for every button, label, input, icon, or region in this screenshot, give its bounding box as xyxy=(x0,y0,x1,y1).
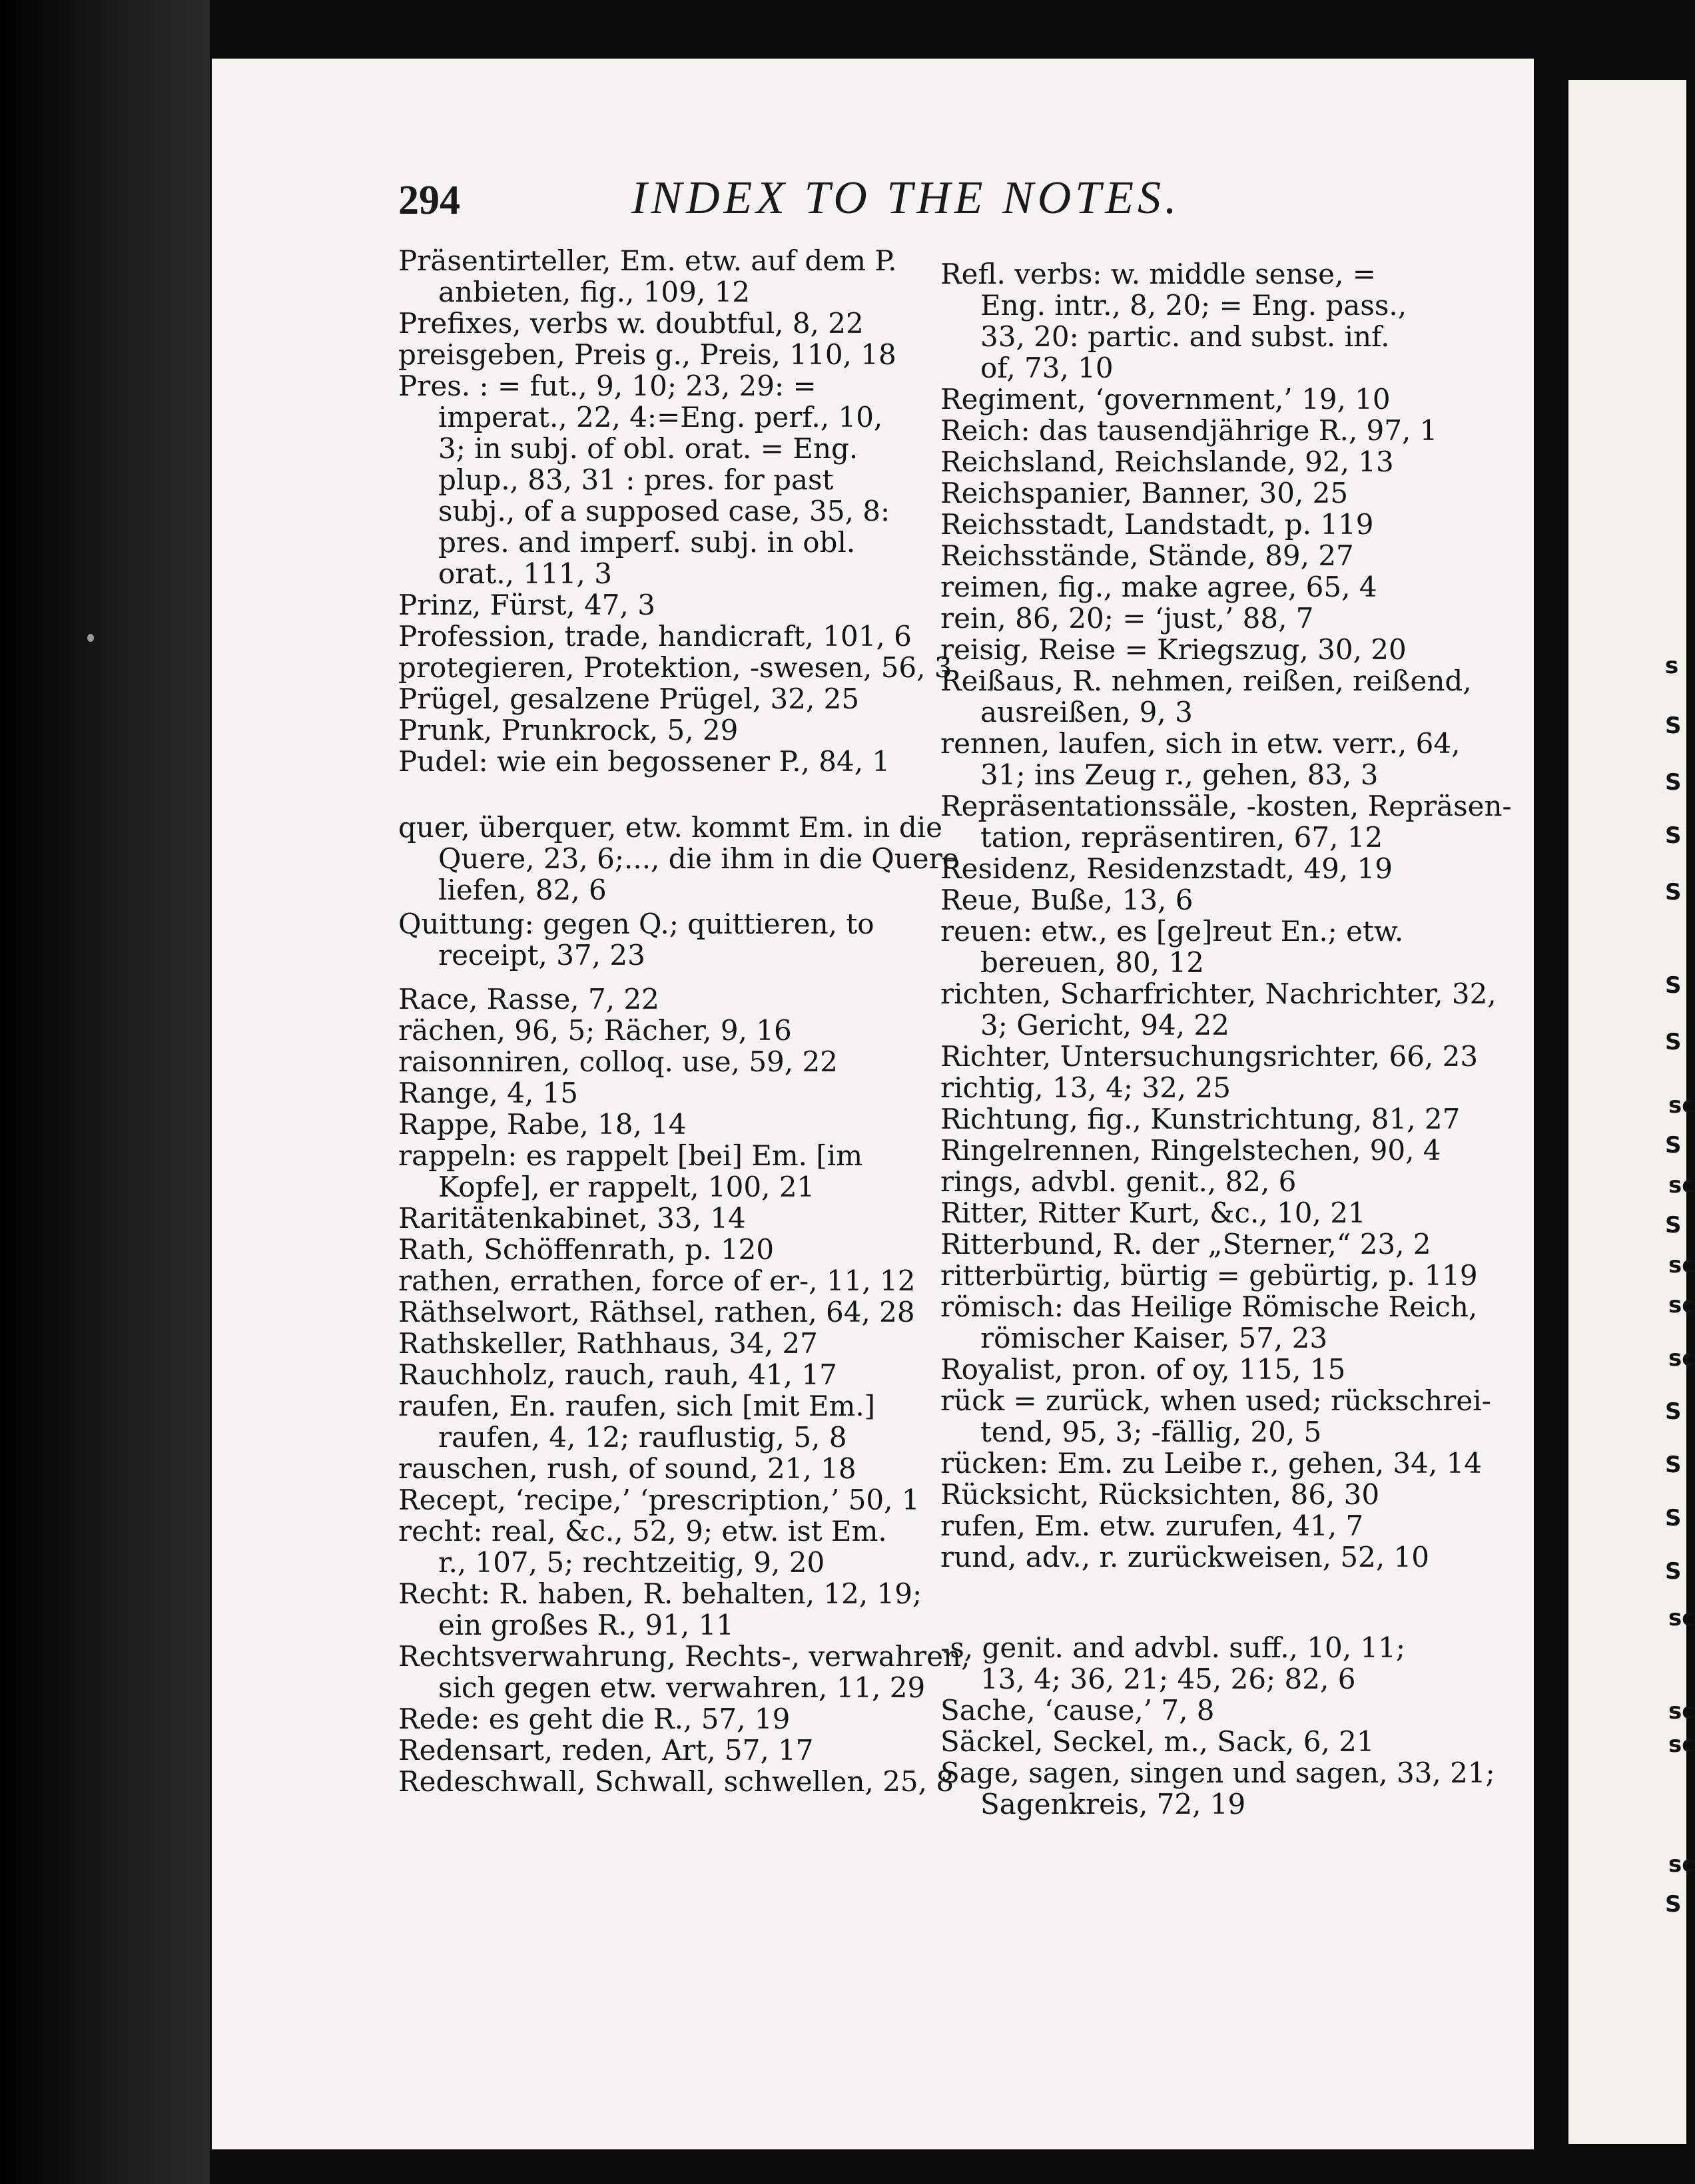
index-entry-continuation-line: bereuen, 80, 12 xyxy=(980,946,1204,979)
index-entry-headword-line: Prefixes, verbs w. doubtful, 8, 22 xyxy=(398,307,864,340)
index-entry xyxy=(398,339,896,370)
index-entry-continuation-line: imperat., 22, 4:=Eng. perf., 10, xyxy=(438,401,883,433)
facing-page-text-fragment: sc xyxy=(1668,1252,1695,1278)
facing-page-text-fragment: S xyxy=(1665,879,1682,906)
index-entry xyxy=(940,477,1348,509)
index-entry-continuation-line: of, 73, 10 xyxy=(980,352,1114,384)
index-entry xyxy=(398,983,659,1015)
index-entry xyxy=(940,509,1374,540)
index-entry xyxy=(398,1109,687,1140)
index-entry-headword-line: raufen, En. raufen, sich [mit Em.] xyxy=(398,1390,876,1423)
index-entry xyxy=(398,746,890,777)
index-entry xyxy=(940,1072,1231,1103)
index-entry-continuation-line: ein großes R., 91, 11 xyxy=(438,1609,735,1642)
index-entry-headword-line: richten, Scharfrichter, Nachrichter, 32, xyxy=(940,977,1497,1010)
index-entry-headword-line: Sage, sagen, singen und sagen, 33, 21; xyxy=(940,1757,1495,1790)
index-entry xyxy=(398,683,859,714)
index-entry xyxy=(940,1260,1478,1291)
index-entry xyxy=(940,258,1407,384)
index-entry xyxy=(398,1328,818,1359)
index-entry xyxy=(398,1515,887,1578)
index-entry xyxy=(398,1265,915,1296)
index-entry xyxy=(940,1228,1431,1260)
index-entry-headword-line: reuen: etw., es [ge]reut En.; etw. xyxy=(940,915,1404,948)
index-entry-headword-line: rücken: Em. zu Leibe r., gehen, 34, 14 xyxy=(940,1447,1482,1480)
index-entry-headword-line: Rücksicht, Rücksichten, 86, 30 xyxy=(940,1478,1380,1511)
index-entry-headword-line: Reichsstände, Stände, 89, 27 xyxy=(940,539,1354,572)
index-entry-headword-line: Präsentirteller, Em. etw. auf dem P. xyxy=(398,244,897,277)
index-entry-headword-line: rück = zurück, when used; rückschrei- xyxy=(940,1384,1491,1417)
index-entry-headword-line: recht: real, &c., 52, 9; etw. ist Em. xyxy=(398,1515,887,1548)
index-entry xyxy=(398,908,874,971)
index-entry-headword-line: Rauchholz, rauch, rauh, 41, 17 xyxy=(398,1358,837,1392)
index-entry-headword-line: rauschen, rush, of sound, 21, 18 xyxy=(398,1452,856,1486)
index-entry-headword-line: Reichspanier, Banner, 30, 25 xyxy=(940,477,1349,509)
index-entry xyxy=(940,916,1403,978)
index-entry-continuation-line: Sagenkreis, 72, 19 xyxy=(980,1788,1246,1821)
index-entry xyxy=(940,1479,1379,1510)
facing-page-text-fragment: sc xyxy=(1668,1731,1695,1758)
index-entry-headword-line: Repräsentationssäle, -kosten, Repräsen- xyxy=(940,790,1512,822)
index-entry xyxy=(940,853,1393,884)
facing-page-text-fragment: S xyxy=(1665,769,1682,796)
index-entry-headword-line: Royalist, pron. of oy, 115, 15 xyxy=(940,1353,1346,1386)
index-entry-continuation-line: tation, repräsentiren, 67, 12 xyxy=(980,821,1383,854)
index-entry xyxy=(398,1641,970,1703)
index-entry-continuation-line: 3; in subj. of obl. orat. = Eng. xyxy=(438,432,858,465)
index-entry-headword-line: rings, advbl. genit., 82, 6 xyxy=(940,1165,1297,1198)
index-entry xyxy=(940,884,1193,916)
index-entry-continuation-line: orat., 111, 3 xyxy=(438,557,612,590)
index-entry-continuation-line: Quere, 23, 6;..., die ihm in die Quere xyxy=(438,842,959,875)
index-entry xyxy=(398,621,912,652)
index-entry xyxy=(398,370,890,589)
index-entry xyxy=(940,415,1437,446)
index-entry-headword-line: preisgeben, Preis g., Preis, 110, 18 xyxy=(398,338,896,371)
index-entry xyxy=(940,540,1354,571)
index-entry xyxy=(398,1484,920,1515)
facing-page-text-fragment: sc xyxy=(1668,1698,1695,1725)
index-entry-headword-line: Richter, Untersuchungsrichter, 66, 23 xyxy=(940,1040,1479,1073)
index-entry xyxy=(940,1354,1345,1385)
index-entry xyxy=(940,1041,1478,1072)
index-entry xyxy=(398,812,959,906)
index-entry-headword-line: römisch: das Heilige Römische Reich, xyxy=(940,1290,1478,1323)
index-entry xyxy=(398,1234,774,1265)
index-entry-continuation-line: pres. and imperf. subj. in obl. xyxy=(438,526,856,559)
index-entry xyxy=(940,978,1497,1041)
facing-page-text-fragment: sc xyxy=(1668,1292,1695,1318)
index-entry xyxy=(940,1541,1429,1573)
index-entry-headword-line: rund, adv., r. zurückweisen, 52, 10 xyxy=(940,1541,1429,1573)
index-entry-headword-line: Säckel, Seckel, m., Sack, 6, 21 xyxy=(940,1725,1375,1759)
index-entry-headword-line: Pres. : = fut., 9, 10; 23, 29: = xyxy=(398,370,817,402)
facing-page-text-fragment: S xyxy=(1665,1212,1682,1238)
index-entry xyxy=(940,1726,1375,1757)
index-entry xyxy=(398,245,896,308)
facing-page-text-fragment: S xyxy=(1665,972,1682,999)
index-entry xyxy=(398,1453,856,1484)
index-entry-headword-line: Rede: es geht die R., 57, 19 xyxy=(398,1703,791,1736)
index-entry xyxy=(940,446,1394,477)
index-entry-headword-line: Richtung, fig., Kunstrichtung, 81, 27 xyxy=(940,1103,1461,1135)
index-entry-headword-line: Ritterbund, R. der „Sterner,“ 23, 2 xyxy=(940,1228,1431,1260)
index-entry-headword-line: Range, 4, 15 xyxy=(398,1077,578,1110)
scan-left-margin xyxy=(0,0,210,2184)
index-entry xyxy=(940,603,1314,634)
scan-speck xyxy=(87,634,94,642)
facing-page-text-fragment: S xyxy=(1665,1505,1682,1531)
facing-page-text-fragment: sc xyxy=(1668,1605,1695,1631)
index-entry-headword-line: Rappe, Rabe, 18, 14 xyxy=(398,1108,687,1141)
facing-page-text-fragment: sc xyxy=(1668,1172,1695,1199)
index-entry xyxy=(398,1077,578,1109)
index-entry-headword-line: Ringelrennen, Ringelstechen, 90, 4 xyxy=(940,1134,1441,1167)
index-entry-headword-line: raisonniren, colloq. use, 59, 22 xyxy=(398,1045,838,1079)
index-entry xyxy=(940,634,1407,665)
index-entry-headword-line: Reichsstadt, Landstadt, p. 119 xyxy=(940,508,1374,541)
index-entry-headword-line: Räthselwort, Räthsel, rathen, 64, 28 xyxy=(398,1296,915,1329)
index-entry xyxy=(398,589,655,621)
index-entry-continuation-line: liefen, 82, 6 xyxy=(438,873,607,906)
index-entry-headword-line: Pudel: wie ein begossener P., 84, 1 xyxy=(398,745,890,778)
index-entry xyxy=(940,571,1377,603)
index-entry-headword-line: Rathskeller, Rathhaus, 34, 27 xyxy=(398,1327,818,1360)
index-entry-headword-line: Refl. verbs: w. middle sense, = xyxy=(940,258,1376,290)
index-entry-headword-line: Sache, ‘cause,’ 7, 8 xyxy=(940,1694,1215,1727)
index-entry-headword-line: Redensart, reden, Art, 57, 17 xyxy=(398,1734,814,1767)
index-entry-headword-line: rennen, laufen, sich in etw. verr., 64, xyxy=(940,727,1461,760)
index-entry xyxy=(940,1166,1296,1197)
index-entry xyxy=(398,1390,875,1453)
index-entry-continuation-line: Kopfe], er rappelt, 100, 21 xyxy=(438,1171,815,1204)
facing-page-text-fragment: sc xyxy=(1668,1345,1695,1372)
index-entry-headword-line: richtig, 13, 4; 32, 25 xyxy=(940,1071,1231,1104)
index-entry-headword-line: Redeschwall, Schwall, schwellen, 25, 8 xyxy=(398,1765,954,1798)
index-entry-headword-line: rein, 86, 20; = ‘just,’ 88, 7 xyxy=(940,602,1314,635)
index-entry xyxy=(940,1291,1477,1354)
index-entry xyxy=(398,714,738,746)
facing-page-text-fragment: S xyxy=(1665,1132,1682,1159)
index-entry-headword-line: ritterbürtig, bürtig = gebürtig, p. 119 xyxy=(940,1259,1478,1292)
index-entry-continuation-line: tend, 95, 3; -fällig, 20, 5 xyxy=(980,1416,1322,1448)
index-entry-headword-line: quer, überquer, etw. kommt Em. in die xyxy=(398,810,942,844)
index-entry-headword-line: reisig, Reise = Kriegszug, 30, 20 xyxy=(940,633,1407,666)
facing-page-text-fragment: sc xyxy=(1668,1851,1695,1878)
index-entry xyxy=(398,1140,862,1203)
index-entry-headword-line: Rechtsverwahrung, Rechts-, verwahren, xyxy=(398,1640,970,1673)
index-entry-headword-line: protegieren, Protektion, -swesen, 56, 3 xyxy=(398,651,952,684)
index-entry xyxy=(398,1703,790,1735)
index-entry xyxy=(398,1578,922,1641)
facing-page-text-fragment: S xyxy=(1665,1891,1682,1918)
index-entry xyxy=(940,1448,1482,1479)
index-entry-continuation-line: 3; Gericht, 94, 22 xyxy=(980,1009,1229,1041)
index-entry-continuation-line: receipt, 37, 23 xyxy=(438,939,645,972)
facing-page-text-fragment: sc xyxy=(1668,1092,1695,1119)
index-entry xyxy=(940,1695,1215,1726)
index-entry-headword-line: Regiment, ‘government,’ 19, 10 xyxy=(940,383,1391,415)
index-entry xyxy=(940,728,1460,790)
index-entry xyxy=(940,1135,1441,1166)
index-entry-headword-line: Ritter, Ritter Kurt, &c., 10, 21 xyxy=(940,1197,1366,1229)
index-entry-headword-line: rächen, 96, 5; Rächer, 9, 16 xyxy=(398,1014,792,1047)
index-entry xyxy=(940,665,1472,728)
facing-page-text-fragment: s xyxy=(1665,653,1679,679)
facing-page-text-fragment: S xyxy=(1665,712,1682,739)
index-entry-headword-line: Recht: R. haben, R. behalten, 12, 19; xyxy=(398,1577,922,1611)
index-entry-headword-line: Reichsland, Reichslande, 92, 13 xyxy=(940,445,1394,478)
index-entry-headword-line: Race, Rasse, 7, 22 xyxy=(398,983,659,1016)
index-entry xyxy=(940,790,1512,853)
index-entry-headword-line: Reich: das tausendjährige R., 97, 1 xyxy=(940,414,1438,447)
index-entry-headword-line: rathen, errathen, force of er-, 11, 12 xyxy=(398,1264,916,1298)
index-entry xyxy=(940,384,1391,415)
index-entry-continuation-line: sich gegen etw. verwahren, 11, 29 xyxy=(438,1671,926,1705)
index-entry-headword-line: Prunk, Prunkrock, 5, 29 xyxy=(398,714,739,746)
index-entry xyxy=(940,1632,1405,1695)
page-number: 294 xyxy=(398,178,460,223)
index-entry xyxy=(398,1046,838,1077)
index-entry-headword-line: Residenz, Residenzstadt, 49, 19 xyxy=(940,852,1393,885)
facing-page-text-fragment: S xyxy=(1665,1558,1682,1585)
index-entry-continuation-line: römischer Kaiser, 57, 23 xyxy=(980,1322,1328,1354)
index-entry-headword-line: Profession, trade, handicraft, 101, 6 xyxy=(398,620,912,653)
index-entry xyxy=(940,1103,1460,1135)
index-entry xyxy=(398,652,952,683)
index-entry-continuation-line: subj., of a supposed case, 35, 8: xyxy=(438,495,890,527)
index-entry-headword-line: Prinz, Fürst, 47, 3 xyxy=(398,589,655,621)
index-entry-headword-line: Recept, ‘recipe,’ ‘prescription,’ 50, 1 xyxy=(398,1484,920,1517)
index-entry xyxy=(940,1197,1366,1228)
index-entry-continuation-line: anbieten, fig., 109, 12 xyxy=(438,276,751,308)
index-entry-continuation-line: 31; ins Zeug r., gehen, 83, 3 xyxy=(980,758,1379,791)
running-head: INDEX TO THE NOTES. xyxy=(631,172,1181,224)
index-entry-headword-line: Prügel, gesalzene Prügel, 32, 25 xyxy=(398,682,860,715)
index-entry xyxy=(398,308,864,339)
index-entry-headword-line: Rath, Schöffenrath, p. 120 xyxy=(398,1233,775,1266)
facing-page-text-fragment: S xyxy=(1665,1452,1682,1478)
index-entry-headword-line: rappeln: es rappelt [bei] Em. [im xyxy=(398,1139,863,1173)
index-entry-continuation-line: Eng. intr., 8, 20; = Eng. pass., xyxy=(980,289,1407,322)
index-entry-continuation-line: ausreißen, 9, 3 xyxy=(980,696,1193,728)
index-entry xyxy=(940,1510,1363,1541)
index-entry-continuation-line: r., 107, 5; rechtzeitig, 9, 20 xyxy=(438,1546,825,1579)
index-entry-headword-line: Reue, Buße, 13, 6 xyxy=(940,884,1193,916)
index-entry xyxy=(940,1385,1491,1448)
index-entry-headword-line: -s, genit. and advbl. suff., 10, 11; xyxy=(940,1631,1405,1665)
index-entry xyxy=(398,1203,746,1234)
facing-page-text-fragment: S xyxy=(1665,822,1682,849)
index-entry-continuation-line: raufen, 4, 12; rauflustig, 5, 8 xyxy=(438,1421,847,1454)
index-entry xyxy=(940,1757,1495,1820)
facing-page-text-fragment: S xyxy=(1665,1029,1682,1055)
index-entry xyxy=(398,1735,814,1766)
index-entry-headword-line: rufen, Em. etw. zurufen, 41, 7 xyxy=(940,1509,1364,1542)
index-entry-headword-line: Reißaus, R. nehmen, reißen, reißend, xyxy=(940,665,1472,697)
index-entry-headword-line: Quittung: gegen Q.; quittieren, to xyxy=(398,908,874,941)
index-entry-continuation-line: 33, 20: partic. and subst. inf. xyxy=(980,320,1390,353)
index-entry-continuation-line: 13, 4; 36, 21; 45, 26; 82, 6 xyxy=(980,1663,1356,1696)
facing-page-edge xyxy=(1568,80,1695,2144)
facing-page-text-fragment: S xyxy=(1665,1398,1682,1425)
index-entry xyxy=(398,1015,792,1046)
index-entry xyxy=(398,1766,954,1797)
index-entry xyxy=(398,1359,837,1390)
index-entry xyxy=(398,1296,915,1328)
index-entry-headword-line: reimen, fig., make agree, 65, 4 xyxy=(940,571,1377,603)
index-entry-continuation-line: plup., 83, 31 : pres. for past xyxy=(438,463,834,496)
index-entry-headword-line: Raritätenkabinet, 33, 14 xyxy=(398,1202,746,1235)
